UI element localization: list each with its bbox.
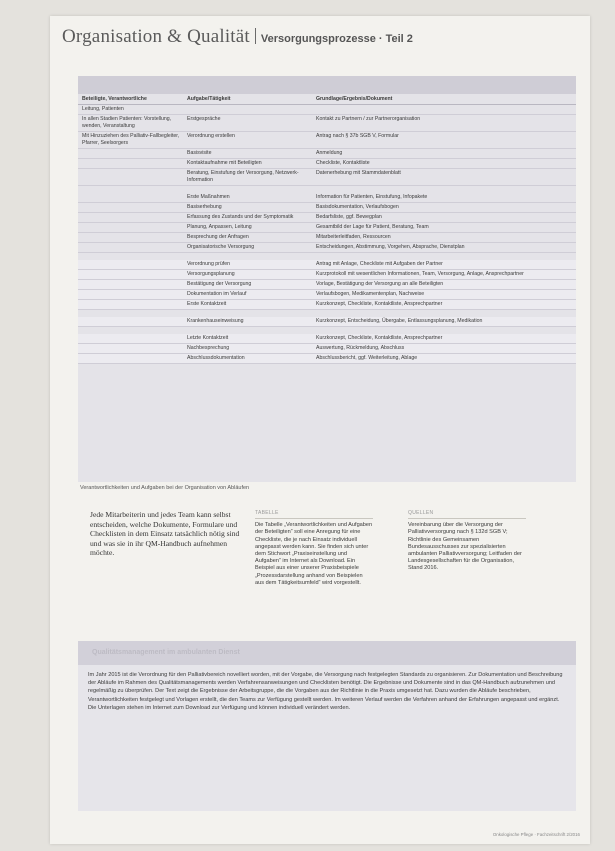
table-cell: Entscheidungen, Abstimmung, Vorgehen, Absprache, Dienstplan [312,243,576,253]
table-row [78,223,576,233]
table-cell: Datenerhebung mit Stammdatenblatt [312,169,576,186]
table-cell [78,186,183,194]
table-cell: Basiserhebung [183,203,312,213]
table-cell [312,186,576,194]
table-cell [183,186,312,194]
intro-paragraph: Jede Mitarbeiterin und jedes Team kann selbst entscheiden, welche Dokumente, Formulare und Checklisten in dem Einsatz tatsächlich nötig sind und was sie in ihr QM-Handbuch aufnehmen möchte. [90,510,240,557]
table-cell [312,253,576,261]
table-row [78,300,576,310]
table-cell: Erstgespräche [183,115,312,132]
title-divider [255,28,256,44]
table-cell: Bestätigung der Versorgung [183,280,312,290]
table-cell: Kurzkonzept, Entscheidung, Übergabe, Entlassungsplanung, Medikation [312,317,576,327]
table-cell: Gesamtbild der Lage für Patient, Beratung, Team [312,223,576,233]
table-row [78,149,576,159]
table-cell [78,233,183,243]
column-header: Grundlage/Ergebnis/Dokument [312,94,576,105]
table-row [78,169,576,186]
table-row [78,243,576,253]
table-cell [183,253,312,261]
table-cell: In allen Stadien Patienten: Vorstellung, wenden, Veranstaltung [78,115,183,132]
table-cell: Abschlussdokumentation [183,354,312,364]
table-cell: Besprechung der Anfragen [183,233,312,243]
table-cell: Antrag nach § 37b SGB V, Formular [312,132,576,149]
page-footer: Onkologische Pflege · Fachzeitschrift 2/2016 [492,832,580,837]
table-cell: Kurzkonzept, Checkliste, Kontaktliste, Ansprechpartner [312,300,576,310]
table-cell: Verlaufsbogen, Medikamentenplan, Nachweise [312,290,576,300]
column-label: QUELLEN [408,510,526,519]
table-cell: Auswertung, Rückmeldung, Abschluss [312,344,576,354]
table-row [78,317,576,327]
table-cell: Basisvisite [183,149,312,159]
table-cell [78,290,183,300]
table-caption: Verantwortlichkeiten und Aufgaben bei der Organisation von Abläufen [80,485,250,491]
table-header-row [78,94,576,105]
info-box-title: Qualitätsmanagement im ambulanten Dienst [92,649,240,656]
table-row [78,344,576,354]
table-cell: Mit Hinzuziehen des Palliativ-Fallbegleiter, Pfarrer, Seelsorgers [78,132,183,149]
table-cell [78,253,183,261]
table-cell [78,149,183,159]
column-header: Aufgabe/Tätigkeit [183,94,312,105]
table-cell [312,310,576,318]
table-cell [78,159,183,169]
table-row [78,354,576,364]
table-cell: Kurzprotokoll mit wesentlichen Informationen, Team, Versorgung, Anlage, Ansprechpartner [312,270,576,280]
page-header [62,26,562,48]
table-cell [312,327,576,335]
info-column-table-note [255,510,373,587]
table-cell [78,354,183,364]
table-cell: Organisatorische Versorgung [183,243,312,253]
table-cell: Kontakt zu Partnern / zur Partnerorganisation [312,115,576,132]
table-cell [78,300,183,310]
table-cell [78,327,183,335]
table-row [78,270,576,280]
column-label: TABELLE [255,510,373,519]
page-title: Organisation & Qualität [62,26,250,47]
table-cell: Checkliste, Kontaktliste [312,159,576,169]
table-cell [78,344,183,354]
table-cell: Letzte Kontaktzeit [183,334,312,344]
table-cell: Vorlage, Bestätigung der Versorgung an alle Beteiligten [312,280,576,290]
table-cell: Kurzkonzept, Checkliste, Kontaktliste, Ansprechpartner [312,334,576,344]
info-box [78,641,576,811]
table-cell [78,270,183,280]
table-cell: Verordnung prüfen [183,260,312,270]
table-row [78,334,576,344]
table-row [78,233,576,243]
table-cell [78,310,183,318]
table-cell [78,317,183,327]
table-cell: Verordnung erstellen [183,132,312,149]
table-cell: Bedarfsliste, ggf. Bewegplan [312,213,576,223]
table-cell: Basisdokumentation, Verlaufsbogen [312,203,576,213]
table-row [78,260,576,270]
table-cell [78,203,183,213]
table-row [78,327,576,335]
table-cell [78,334,183,344]
table-cell [183,105,312,115]
table-cell [78,169,183,186]
table-cell: Leitung, Patienten [78,105,183,115]
page-subtitle: Versorgungsprozesse · Teil 2 [260,33,413,45]
table-row [78,290,576,300]
table-cell [78,213,183,223]
table-row [78,280,576,290]
info-column-sources [408,510,526,573]
table-cell [78,280,183,290]
info-box-text: Im Jahr 2015 ist die Verordnung für den Palliativbereich novelliert worden, mit der Vorgabe, die Versorgung nach festgelegten Standards zu organisieren. Zur Dokumentation und Beschreibung der Abläufe im Rahmen des Qualitätsmanagements werden Verfahrensanweisungen und Checklisten benötigt. Die Ergebnisse und Dokumente sind in das QM-Handbuch aufzunehmen und regelmäßig zu überprüfen. Der Text zeigt die Ergebnisse der Arbeitsgruppe, die die Vorgaben aus der Richtlinie in die Praxis umgesetzt hat. Dazu wurden die Abläufe beschrieben, Verantwortlichkeiten festgelegt und Vorlagen erstellt, die den Teams zur Verfügung gestellt werden. Im weiteren Verlauf werden die Verfahren anhand der Erfahrungen angepasst und ergänzt. Die Unterlagen stehen im Internet zum Download zur Verfügung und können individuell verändert werden. [88,672,563,711]
table-cell [78,193,183,203]
table-row [78,213,576,223]
table-cell: Krankenhauseinweisung [183,317,312,327]
table-cell [78,260,183,270]
column-header: Beteiligte, Verantwortliche [78,94,183,105]
table-cell: Versorgungsplanung [183,270,312,280]
responsibility-table [78,94,576,364]
table-row [78,105,576,115]
table-cell: Kontaktaufnahme mit Beteiligten [183,159,312,169]
table-row [78,193,576,203]
table-row [78,310,576,318]
document-page [50,16,590,844]
table-body [78,105,576,364]
table-cell: Nachbesprechung [183,344,312,354]
table-row [78,253,576,261]
table-cell [183,327,312,335]
table-cell: Planung, Anpassen, Leitung [183,223,312,233]
table-cell [78,223,183,233]
table-cell: Mitarbeiterleitfaden, Ressourcen [312,233,576,243]
table-cell: Anmeldung [312,149,576,159]
table-cell: Abschlussbericht, ggf. Weiterleitung, Ablage [312,354,576,364]
column-text: Die Tabelle „Verantwortlichkeiten und Aufgaben der Beteiligten“ soll eine Anregung für eine Checkliste, die je nach Einsatz individuell angepasst werden kann. Sie finden sich unter dem Stichwort „Praxiseinstellung und Aufgaben“ im Internet als Download. Ein Beispiel aus einer unserer Praxisbeispiele „Prozessdarstellung anhand von Beispielen aus dem Tätigkeitsumfeld“ wird vorgestellt. [255,522,373,586]
table-cell: Erfassung des Zustands und der Symptomatik [183,213,312,223]
table-row [78,115,576,132]
column-text: Vereinbarung über die Versorgung der Palliativversorgung nach § 132d SGB V; Richtlinie des Gemeinsamen Bundesausschusses zur spezialisierten ambulanten Palliativversorgung; Leitfaden der Landesgesellschaften für die Organisation, Stand 2016. [408,522,522,572]
table-row [78,203,576,213]
table-cell: Antrag mit Anlage, Checkliste mit Aufgaben der Partner [312,260,576,270]
table-row [78,159,576,169]
table-cell [183,310,312,318]
table-row [78,132,576,149]
table-cell: Erste Maßnahmen [183,193,312,203]
table-cell: Beratung, Einstufung der Versorgung, Netzwerk-Information [183,169,312,186]
table-cell [312,105,576,115]
responsibility-table-block [78,76,576,482]
table-cell: Erste Kontaktzeit [183,300,312,310]
table-row [78,186,576,194]
table-top-band [78,76,576,94]
table-cell: Information für Patienten, Einstufung, Infopakete [312,193,576,203]
table-cell [78,243,183,253]
table-cell: Dokumentation im Verlauf [183,290,312,300]
